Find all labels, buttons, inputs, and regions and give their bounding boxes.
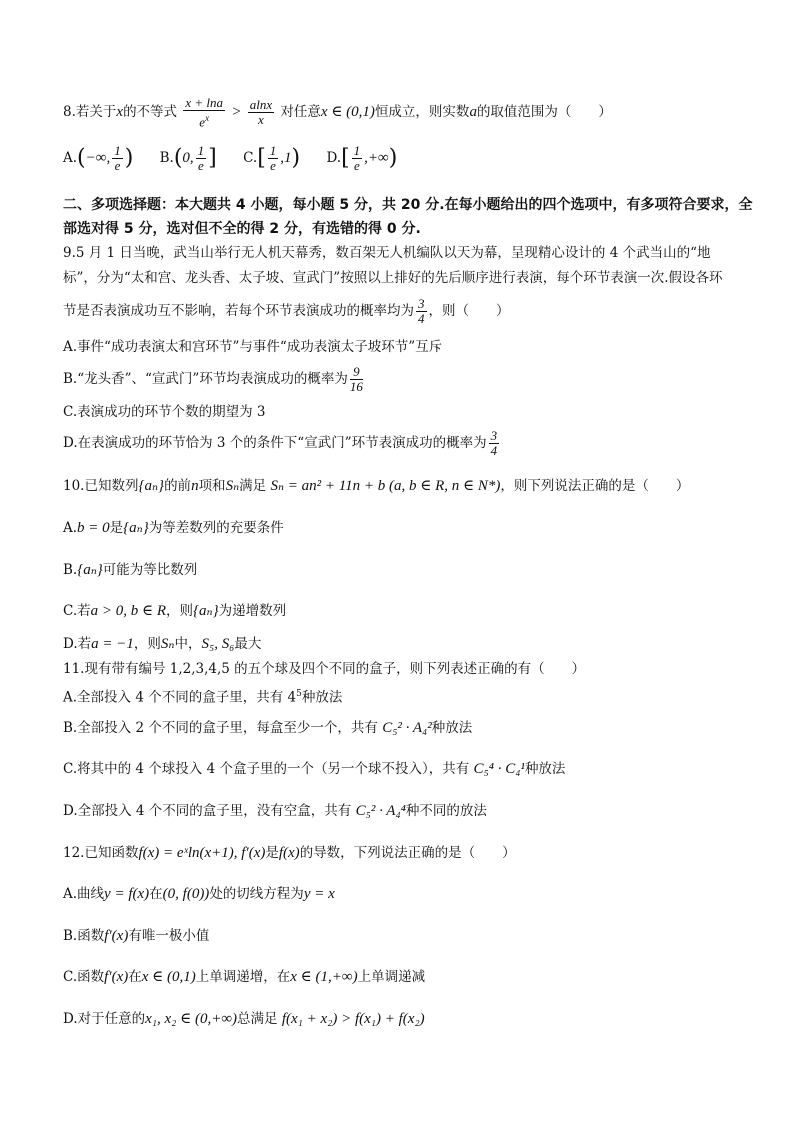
q10-option-c[interactable]: C.若a > 0, b ∈ R，则{aₙ}为递增数列	[63, 603, 287, 619]
q9-option-c[interactable]: C.表演成功的环节个数的期望为 3	[63, 404, 266, 420]
q8-fraction-1	[183, 96, 225, 129]
section2-heading: 二、多项选择题：本大题共 4 小题，每小题 5 分，共 20 分.在每小题给出的四个选项中，有多项符合要求，全部选对得 5 分，选对但不全的得 2 分，有选错的得 0 分.	[63, 197, 753, 237]
q8-text-c: 对任意	[280, 104, 321, 121]
q8-option-a[interactable]: A.(−∞, $\frac{1}{e}$ )	[63, 143, 134, 173]
q12-option-d[interactable]: D.对于任意的x₁, x₂ ∈ (0,+∞)总满足 f(x₁ + x₂) > f(x₁) + f(x₂)	[63, 1011, 425, 1027]
q9-option-a[interactable]: A.事件“成功表演太和宫环节”与事件“成功表演太子坡环节”互斥	[63, 339, 443, 355]
q11-option-d[interactable]: D.全部投入 4 个不同的盒子里，没有空盒，共有 C₅² · A₄⁴种不同的放法	[63, 803, 487, 819]
q11-stem: 11.现有带有编号 1,2,3,4,5 的五个球及四个不同的盒子，则下列表述正确的有（ ）	[63, 661, 586, 677]
q8-text-d: 恒成立，则实数	[374, 104, 470, 121]
q9-option-d[interactable]: D.在表演成功的环节恰为 3 个的条件下“宣武门”环节表演成功的概率为 $\frac{3}{4}$	[63, 428, 498, 458]
q8-stem	[63, 96, 754, 129]
q12-option-a[interactable]: A.曲线y = f(x)在(0, f(0))处的切线方程为y = x	[63, 886, 335, 902]
q9-option-b[interactable]: B.“龙头香”、“宣武门”环节均表演成功的概率为 $\frac{9}{16}$	[63, 364, 363, 394]
q12-function: f(x) = eˣln(x+1), f′(x)	[138, 845, 266, 861]
q8-gt: >	[231, 104, 242, 121]
q8-text-e: 的取值范围为（ ）	[476, 104, 612, 121]
q11-option-c[interactable]: C.将其中的 4 个球投入 4 个盒子里的一个（另一个球不投入），共有 C₅⁴ · C₄¹种放法	[63, 761, 566, 777]
q10-option-a[interactable]: A.b = 0是{aₙ}为等差数列的充要条件	[63, 520, 284, 536]
q8-text-a: 8.若关于	[63, 104, 117, 121]
q8-option-b[interactable]: B.(0, $\frac{1}{e}$ ]	[159, 143, 217, 173]
q10-stem: 10.已知数列{aₙ}的前n项和Sₙ满足 Sₙ = an² + 11n + b (a, b ∈ R, n ∈ N*)，则下列说法正确的是（ ）	[63, 478, 690, 494]
q8-frac2-den: x	[258, 112, 264, 128]
q12-stem: 12.已知函数f(x) = eˣln(x+1), f′(x)是f(x)的导数，下列说法正确的是（ ）	[63, 845, 516, 861]
q8-fraction-2	[248, 98, 274, 127]
q8-options	[63, 144, 754, 173]
q8-frac1-exp: x	[205, 113, 210, 123]
q11-option-a[interactable]: A.全部投入 4 个不同的盒子里，共有 $4^5$种放法	[63, 689, 343, 706]
q8-var-a: a	[469, 104, 477, 121]
q9-line2: 标”，分为“太和宫、龙头香、太子坡、宣武门”按照以上排好的先后顺序进行表演，每个环节表演一次.假设各环	[63, 270, 723, 286]
q12-option-b[interactable]: B.函数f′(x)有唯一极小值	[63, 928, 210, 944]
q8-frac1-num: x + lna	[185, 95, 224, 110]
q8-option-c[interactable]: C.[ $\frac{1}{e}$ ,1)	[243, 143, 301, 173]
q8-var-x: x	[116, 104, 124, 121]
q11-option-b[interactable]: B.全部投入 2 个不同的盒子里，每盒至少一个，共有 C₅² · A₄²种放法	[63, 720, 473, 736]
q10-option-b[interactable]: B.{aₙ}可能为等比数列	[63, 562, 198, 578]
q8-frac2-num: alnx	[249, 97, 273, 113]
q8-frac1-den: e	[199, 114, 206, 130]
q8-domain: x ∈ (0,1)	[320, 104, 375, 121]
q9-line3: 节是否表演成功互不影响，若每个环节表演成功的概率均为 $\frac{3}{4}$ ，则（ ）	[63, 296, 510, 326]
q12-option-c[interactable]: C.函数f′(x)在x ∈ (0,1)上单调递增，在x ∈ (1,+∞)上单调递减	[63, 969, 426, 985]
q10-option-d[interactable]: D.若a = −1，则Sₙ中，S₅, S₆最大	[63, 636, 262, 652]
q8-option-d[interactable]: D.[ $\frac{1}{e}$ ,+∞)	[326, 143, 398, 173]
q9-prob-fraction: $\frac{3}{4}$	[418, 296, 425, 326]
q10-formula: Sₙ = an² + 11n + b (a, b ∈ R, n ∈ N*)	[270, 478, 501, 494]
q9-line1: 9.5 月 1 日当晚，武当山举行无人机天幕秀，数百架无人机编队以天为幕，呈现精心设计的 4 个武当山的“地	[63, 245, 711, 261]
q8-text-b: 的不等式	[123, 104, 178, 121]
